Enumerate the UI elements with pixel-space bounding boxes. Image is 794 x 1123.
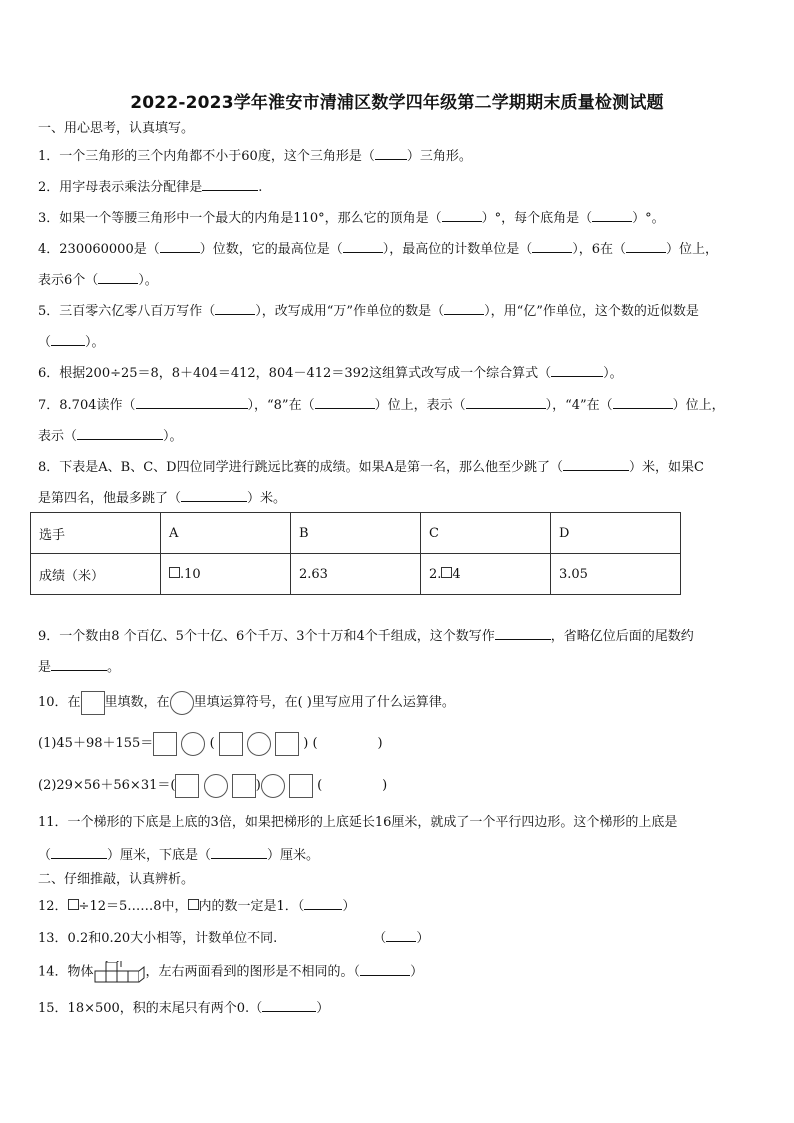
- q10-text-c: 里填运算符号，在( )里写应用了什么运算律。: [193, 695, 455, 710]
- answer-circle[interactable]: [247, 732, 271, 756]
- q10-p1-text: (1)45＋98＋155＝: [38, 736, 154, 751]
- q9-text-c: 是: [38, 660, 52, 675]
- cube-stack-icon: [94, 961, 146, 983]
- q13-blank[interactable]: [386, 928, 416, 942]
- q5-blank-2[interactable]: [444, 301, 484, 315]
- q8-text-a: 8．下表是A、B、C、D四位同学进行跳远比赛的成绩。如果A是第一名，那么他至少跳了（: [38, 460, 563, 475]
- q12-blank[interactable]: [304, 896, 342, 910]
- paren-close: ): [303, 736, 309, 751]
- q5-text-c: ），用“亿”作单位，这个数的近似数是: [484, 304, 699, 319]
- q12-text-d: ）: [342, 899, 356, 914]
- q7-blank-5[interactable]: [77, 426, 163, 440]
- q4-blank-5[interactable]: [98, 270, 138, 284]
- q14-text-a: 14．物体: [38, 964, 94, 980]
- q9-blank-2[interactable]: [51, 657, 107, 671]
- q7-blank-1[interactable]: [136, 395, 248, 409]
- q7-text-e: ）位上，: [672, 398, 725, 413]
- q15-blank[interactable]: [262, 998, 316, 1012]
- question-10: [38, 690, 455, 716]
- q2-blank[interactable]: [202, 177, 258, 191]
- law-paren-open: (: [317, 778, 323, 793]
- table-cell: A: [161, 513, 291, 554]
- q7-text-c: ）位上，表示（: [374, 398, 466, 413]
- section-one-heading: 一、用心思考，认真填写。: [38, 121, 195, 136]
- answer-circle[interactable]: [261, 774, 285, 798]
- q15-text-b: ）: [316, 1001, 330, 1016]
- q8-text-d: ）米。: [247, 491, 287, 506]
- score-a-text: .10: [180, 566, 201, 582]
- table-cell: 3.05: [551, 554, 681, 595]
- q4-text-g: ）。: [138, 273, 158, 288]
- question-4-cont: [38, 270, 158, 290]
- score-c-pre: 2.: [429, 566, 442, 582]
- q7-blank-2[interactable]: [315, 395, 375, 409]
- q12-text-c: 内的数一定是1．（: [198, 899, 305, 914]
- q7-text-g: ）。: [163, 429, 183, 444]
- table-row: [31, 554, 681, 595]
- q12-text-b: ÷12＝5……8中，: [78, 899, 188, 914]
- answer-circle[interactable]: [204, 774, 228, 798]
- digit-box[interactable]: [169, 567, 180, 578]
- q11-text-d: ）厘米。: [267, 848, 320, 863]
- q12-text-a: 12．: [38, 899, 68, 914]
- section-two-heading: 二、仔细推敲，认真辨析。: [38, 872, 195, 887]
- q3-blank-1[interactable]: [442, 208, 482, 222]
- score-c-post: 4: [452, 566, 461, 582]
- q4-text-e: ）位上，: [666, 242, 719, 257]
- q4-blank-2[interactable]: [343, 239, 383, 253]
- exam-title: 2022-2023学年淮安市清浦区数学四年级第二学期期末质量检测试题: [130, 93, 664, 113]
- table-row: [31, 513, 681, 554]
- q5-text-d: （: [38, 335, 52, 350]
- q7-blank-4[interactable]: [613, 395, 673, 409]
- question-10-part-1: [38, 731, 383, 757]
- q5-blank-3[interactable]: [51, 332, 85, 346]
- digit-box: [68, 899, 79, 910]
- q5-text-e: ）。: [85, 335, 105, 350]
- q15-text-a: 15．18×500，积的末尾只有两个0.（: [38, 1001, 263, 1016]
- question-11: [38, 814, 677, 832]
- law-paren-close: ): [377, 736, 383, 751]
- q10-p2-text: (2)29×56＋56×31＝(: [38, 778, 176, 793]
- q11-text-a: 11．一个梯形的下底是上底的3倍，如果把梯形的上底延长16厘米，就成了一个平行四边形。这个梯形的上底是: [38, 815, 678, 830]
- digit-box[interactable]: [441, 567, 452, 578]
- paren-open: (: [209, 736, 215, 751]
- digit-box: [188, 899, 199, 910]
- answer-box[interactable]: [232, 774, 256, 798]
- q8-text-c: 是第四名，他最多跳了（: [38, 491, 182, 506]
- question-12: [38, 896, 355, 916]
- table-cell: 成绩（米）: [31, 554, 161, 595]
- q6-text-b: ）。: [603, 366, 623, 381]
- answer-box[interactable]: [219, 732, 243, 756]
- q4-text-f: 表示6个（: [38, 273, 99, 288]
- q7-text-f: 表示（: [38, 429, 78, 444]
- table-cell: [421, 554, 551, 595]
- answer-box[interactable]: [175, 774, 199, 798]
- q2-text-b: .: [258, 180, 263, 195]
- q3-text-a: 3．如果一个等腰三角形中一个最大的内角是110°，那么它的顶角是（: [38, 211, 442, 226]
- q14-blank[interactable]: [360, 962, 410, 976]
- answer-box[interactable]: [289, 774, 313, 798]
- q4-blank-3[interactable]: [532, 239, 572, 253]
- q4-blank-4[interactable]: [626, 239, 666, 253]
- answer-box[interactable]: [275, 732, 299, 756]
- q9-blank-1[interactable]: [495, 626, 551, 640]
- q13-text-a: 13．0.2和0.20大小相等，计数单位不同.: [38, 931, 278, 946]
- q9-text-b: ，省略亿位后面的尾数约: [550, 629, 694, 644]
- question-4: [38, 239, 718, 259]
- law-paren-open: (: [312, 736, 318, 751]
- question-15: [38, 998, 329, 1018]
- number-box-icon: [81, 691, 105, 715]
- question-5: [38, 301, 699, 321]
- q9-text-d: 。: [107, 660, 121, 675]
- question-10-part-2: [38, 773, 387, 799]
- q3-text-c: ）°。: [632, 211, 665, 226]
- q7-blank-3[interactable]: [466, 395, 546, 409]
- q10-text-a: 10．在: [38, 695, 81, 710]
- question-8-cont: [38, 488, 286, 508]
- q4-text-a: 4．230060000是（: [38, 242, 160, 257]
- q8-blank-2[interactable]: [181, 488, 247, 502]
- q13-text-b: （: [373, 931, 387, 946]
- question-13: [38, 928, 429, 948]
- q1-text-b: ）三角形。: [406, 149, 472, 164]
- question-1: [38, 146, 472, 166]
- q2-text-a: 2．用字母表示乘法分配律是: [38, 180, 203, 195]
- question-6: [38, 363, 623, 383]
- long-jump-table: [30, 512, 681, 595]
- question-7-cont: [38, 426, 183, 446]
- question-7: [38, 395, 725, 415]
- paren-close: ): [255, 778, 261, 793]
- question-9: [38, 626, 694, 646]
- answer-circle[interactable]: [181, 732, 205, 756]
- q13-text-c: ）: [416, 931, 430, 946]
- question-8: [38, 457, 704, 477]
- q3-blank-2[interactable]: [592, 208, 632, 222]
- question-11-cont: [38, 845, 319, 865]
- table-cell: 2.63: [291, 554, 421, 595]
- question-14: [38, 961, 423, 984]
- law-paren-close: ): [382, 778, 388, 793]
- q4-text-b: ）位数，它的最高位是（: [199, 242, 343, 257]
- q14-text-b: ，左右两面看到的图形是不相同的。（: [145, 964, 361, 980]
- q5-text-b: ），改写成用“万”作单位的数是（: [255, 304, 445, 319]
- q8-blank-1[interactable]: [563, 457, 629, 471]
- question-2: [38, 177, 262, 197]
- q5-text-a: 5．三百零六亿零八百万写作（: [38, 304, 216, 319]
- answer-box[interactable]: [153, 732, 177, 756]
- q11-blank-2[interactable]: [211, 845, 267, 859]
- q4-text-c: ），最高位的计数单位是（: [382, 242, 533, 257]
- q1-text-a: 1．一个三角形的三个内角都不小于60度，这个三角形是（: [38, 149, 375, 164]
- q11-text-b: （: [38, 848, 52, 863]
- q11-blank-1[interactable]: [51, 845, 107, 859]
- q10-text-b: 里填数，在: [104, 695, 170, 710]
- q7-text-a: 7．8.704读作（: [38, 398, 136, 413]
- question-5-cont: [38, 332, 105, 352]
- q7-text-d: ），“4”在（: [545, 398, 613, 413]
- q14-text-c: ）: [410, 964, 424, 980]
- q5-blank-1[interactable]: [215, 301, 255, 315]
- question-9-cont: [38, 657, 120, 677]
- q3-text-b: ）°，每个底角是（: [481, 211, 593, 226]
- table-cell: D: [551, 513, 681, 554]
- table-cell: B: [291, 513, 421, 554]
- q8-text-b: ）米，如果C: [628, 460, 704, 475]
- q6-text-a: 6．根据200÷25＝8，8＋404＝412，804－412＝392这组算式改写成一个综合算式（: [38, 366, 552, 381]
- table-cell: 选手: [31, 513, 161, 554]
- q7-text-b: ），“8”在（: [247, 398, 315, 413]
- question-3: [38, 208, 665, 228]
- table-cell: [161, 554, 291, 595]
- operator-circle-icon: [170, 691, 194, 715]
- q4-text-d: ），6在（: [572, 242, 627, 257]
- q1-blank[interactable]: [375, 146, 407, 160]
- q4-blank-1[interactable]: [160, 239, 200, 253]
- q9-text-a: 9．一个数由8 个百亿、5个十亿、6个千万、3个十万和4个千组成，这个数写作: [38, 629, 495, 644]
- q11-text-c: ）厘米，下底是（: [107, 848, 212, 863]
- table-cell: C: [421, 513, 551, 554]
- q6-blank[interactable]: [551, 363, 603, 377]
